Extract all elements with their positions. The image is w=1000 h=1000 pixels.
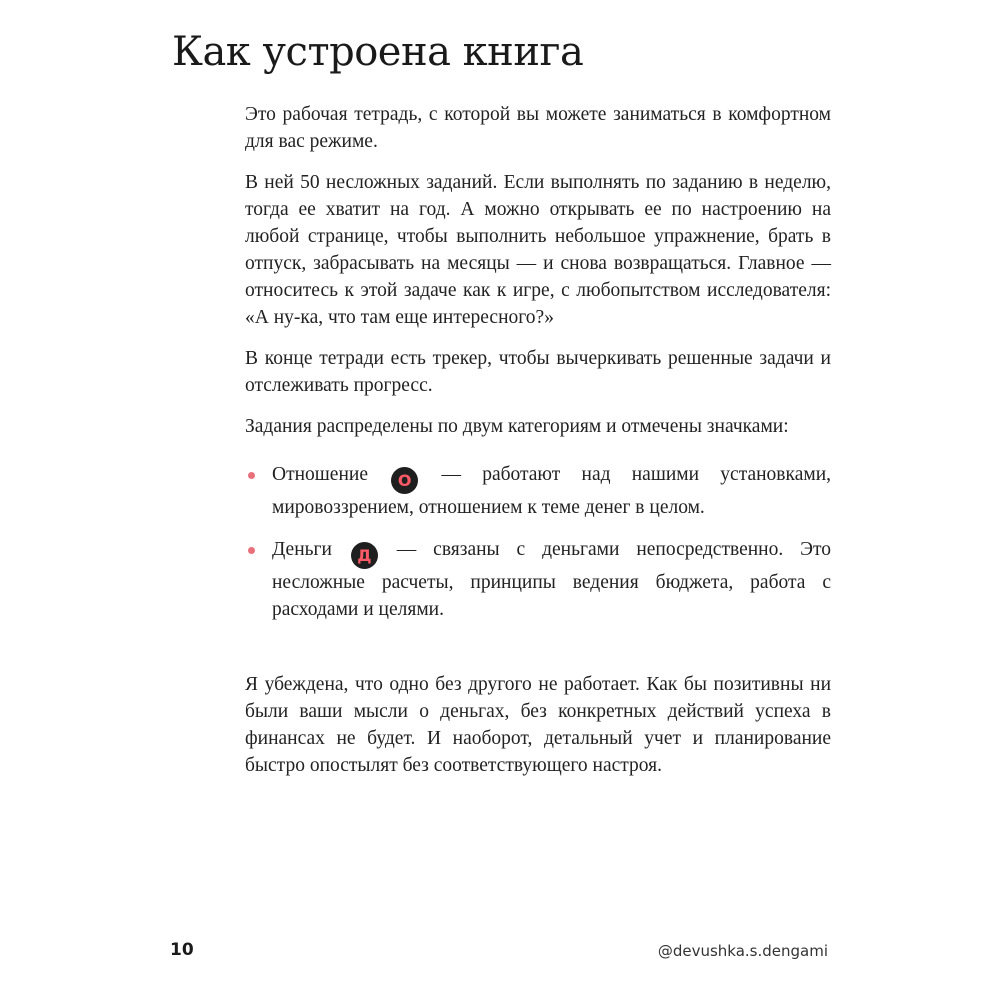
- category-description: — связаны с деньгами непосредственно. Это несложные расчеты, принципы ведения бюджета, работа с расходами и целями.: [272, 539, 832, 620]
- tasks-paragraph: В ней 50 несложных заданий. Если выполнять по заданию в неделю, тогда ее хватит на год. А можно открывать ее по настроению на любой странице, чтобы выполнить небольшое упражнение, брать в отпуск, забрасывать на месяцы — и снова возвращаться. Главное — относитесь к этой задаче как к игре, с любопытством исследователя: «А ну-ка, что там еще интересного?»: [245, 172, 831, 328]
- bullet-dot-icon: [248, 472, 255, 479]
- category-name: Отношение: [272, 464, 368, 485]
- bullet-dot-icon: [248, 547, 255, 554]
- author-handle: @devushka.s.dengami: [657, 942, 828, 960]
- category-description: — работают над нашими установками, мировоззрением, отношением к теме денег в целом.: [272, 464, 831, 518]
- categories-intro-paragraph: Задания распределены по двум категориям и отмечены значками:: [245, 416, 789, 437]
- tracker-paragraph: В конце тетради есть трекер, чтобы вычеркивать решенные задачи и отслеживать прогресс.: [245, 348, 831, 396]
- page-title: Как устроена книга: [172, 29, 584, 75]
- category-item-money: [245, 536, 831, 623]
- category-d-icon: Д: [351, 542, 378, 569]
- category-list: [245, 461, 831, 623]
- category-name: Деньги: [272, 539, 332, 560]
- closing-paragraph: Я убеждена, что одно без другого не работает. Как бы позитивны ни были ваши мысли о деньгах, без конкретных действий успеха в финансах не будет. И наоборот, детальный учет и планирование быстро опостылят без соответствующего настроя.: [245, 674, 831, 776]
- intro-paragraph: Это рабочая тетрадь, с которой вы можете заниматься в комфортном для вас режиме.: [245, 104, 831, 152]
- category-o-icon: О: [391, 467, 418, 494]
- category-item-attitude: [245, 461, 831, 521]
- body-text: [245, 101, 831, 793]
- page-number: 10: [170, 940, 194, 960]
